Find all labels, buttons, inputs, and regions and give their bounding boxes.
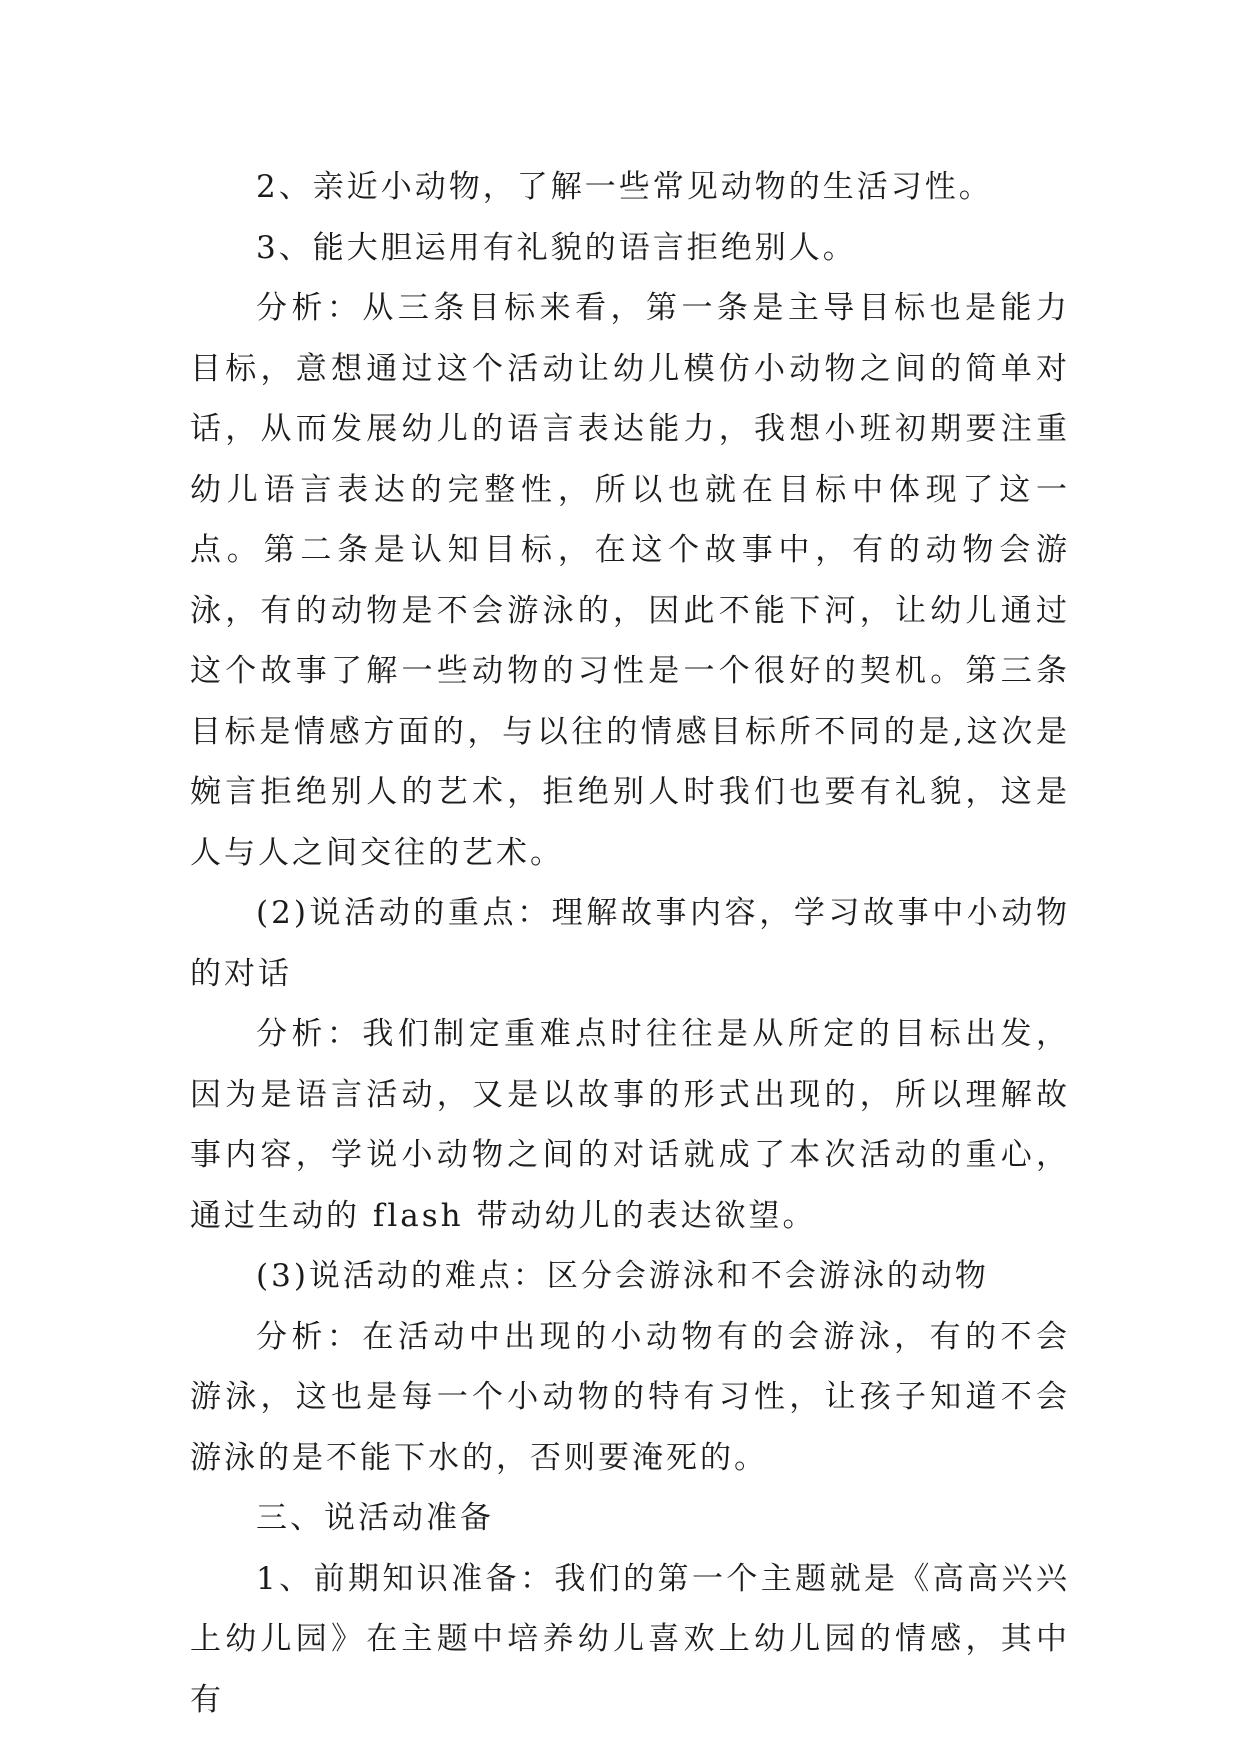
paragraph-key-point-analysis: 分析：我们制定重难点时往往是从所定的目标出发，因为是语言活动，又是以故事的形式出现的，所以理解故事内容，学说小动物之间的对话就成了本次活动的重心，通过生动的 flash 带动幼儿的表达欲望。: [190, 1016, 1070, 1234]
section-heading-preparation: 三、说活动准备: [256, 1500, 494, 1536]
paragraph-key-point: (2)说活动的重点：理解故事内容，学习故事中小动物的对话: [190, 895, 1070, 992]
paragraph-knowledge-preparation: 1、前期知识准备：我们的第一个主题就是《高高兴兴上幼儿园》在主题中培养幼儿喜欢上幼儿园的情感，其中有: [190, 1560, 1070, 1718]
document-body: [190, 157, 1070, 1730]
paragraph-difficulty-analysis: 分析：在活动中出现的小动物有的会游泳，有的不会游泳，这也是每一个小动物的特有习性，让孩子知道不会游泳的是不能下水的，否则要淹死的。: [190, 1318, 1070, 1476]
paragraph-goal-3: 3、能大胆运用有礼貌的语言拒绝别人。: [256, 229, 857, 266]
paragraph-goal-2: 2、亲近小动物，了解一些常见动物的生活习性。: [256, 169, 993, 205]
paragraph-goal-analysis: 分析：从三条目标来看，第一条是主导目标也是能力目标，意想通过这个活动让幼儿模仿小动物之间的简单对话，从而发展幼儿的语言表达能力，我想小班初期要注重幼儿语言表达的完整性，所以也就在目标中体现了这一点。第二条是认知目标，在这个故事中，有的动物会游泳，有的动物是不会游泳的，因此不能下河，让幼儿通过这个故事了解一些动物的习性是一个很好的契机。第三条目标是情感方面的，与以往的情感目标所不同的是,这次是婉言拒绝别人的艺术，拒绝别人时我们也要有礼貌，这是人与人之间交往的艺术。: [190, 290, 1070, 871]
paragraph-difficulty: (3)说活动的难点：区分会游泳和不会游泳的动物: [256, 1258, 989, 1294]
